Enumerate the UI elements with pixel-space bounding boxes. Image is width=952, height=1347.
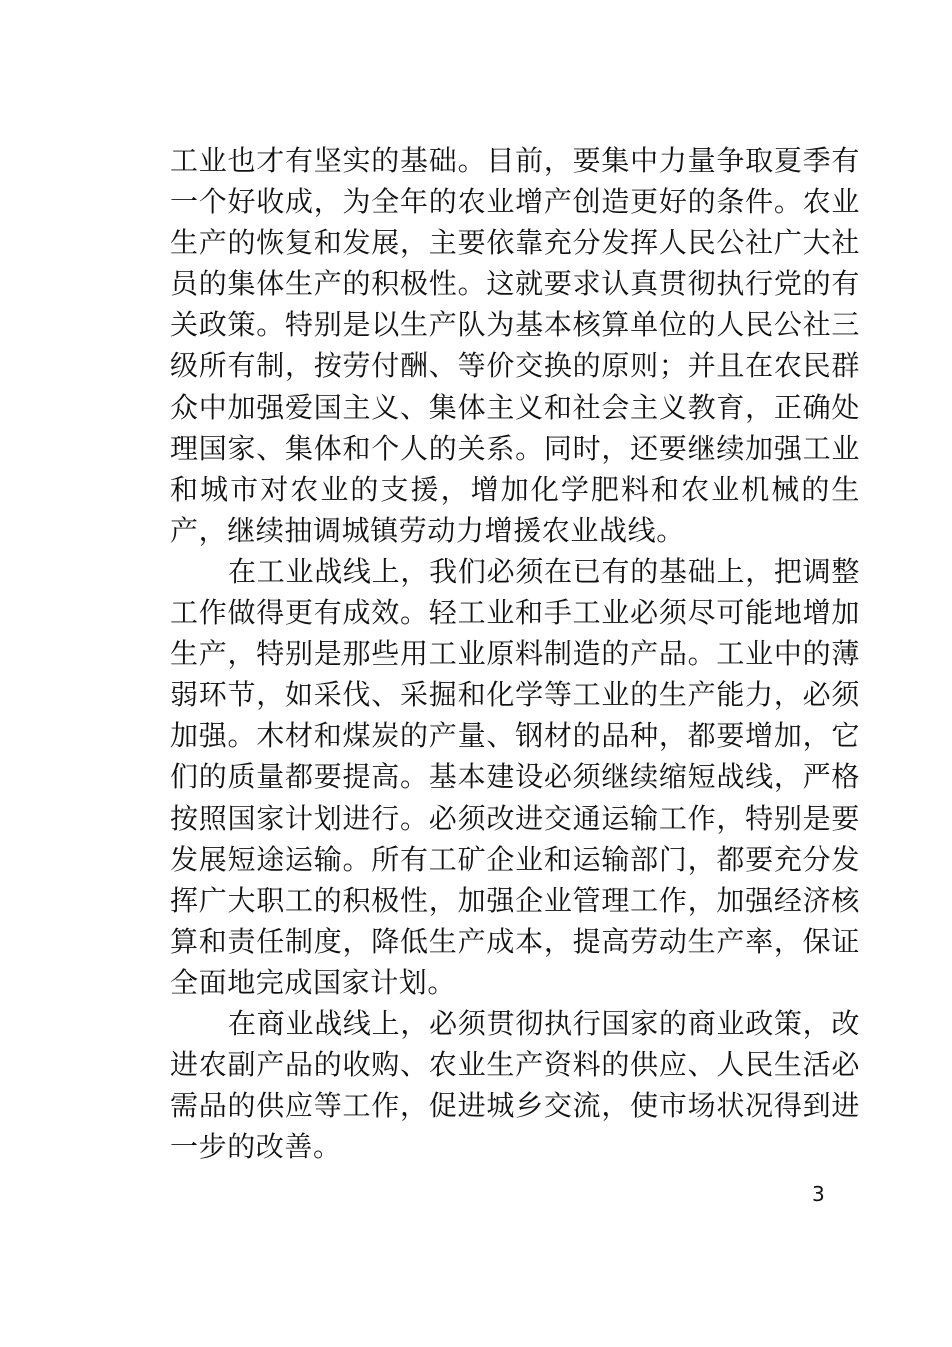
paragraph-industry: 在工业战线上，我们必须在已有的基础上，把调整工作做得更有成效。轻工业和手工业必须尽可能地增加生产，特别是那些用工业原料制造的产品。工业中的薄弱环节，如采伐、采掘和化学等工业的生产能力，必须加强。木材和煤炭的产量、钢材的品种，都要增加，它们的质量都要提高。基本建设必须继续缩短战线，严格按照国家计划进行。必须改进交通运输工作，特别是要发展短途运输。所有工矿企业和运输部门，都要充分发挥广大职工的积极性，加强企业管理工作，加强经济核算和责任制度，降低生产成本，提高劳动生产率，保证全面地完成国家计划。 (170, 554, 860, 999)
body-text (170, 140, 860, 1167)
paragraph-continuation: 工业也才有坚实的基础。目前，要集中力量争取夏季有一个好收成，为全年的农业增产创造更好的条件。农业生产的恢复和发展，主要依靠充分发挥人民公社广大社员的集体生产的积极性。这就要求认真贯彻执行党的有关政策。特别是以生产队为基本核算单位的人民公社三级所有制，按劳付酬、等价交换的原则；并且在农民群众中加强爱国主义、集体主义和社会主义教育，正确处理国家、集体和个人的关系。同时，还要继续加强工业和城市对农业的支援，增加化学肥料和农业机械的生产，继续抽调城镇劳动力增援农业战线。 (170, 144, 860, 547)
page-number: 3 (812, 1182, 825, 1206)
paragraph-commerce: 在商业战线上，必须贯彻执行国家的商业政策，改进农副产品的收购、农业生产资料的供应、人民生活必需品的供应等工作，促进城乡交流，使市场状况得到进一步的改善。 (170, 1006, 860, 1164)
